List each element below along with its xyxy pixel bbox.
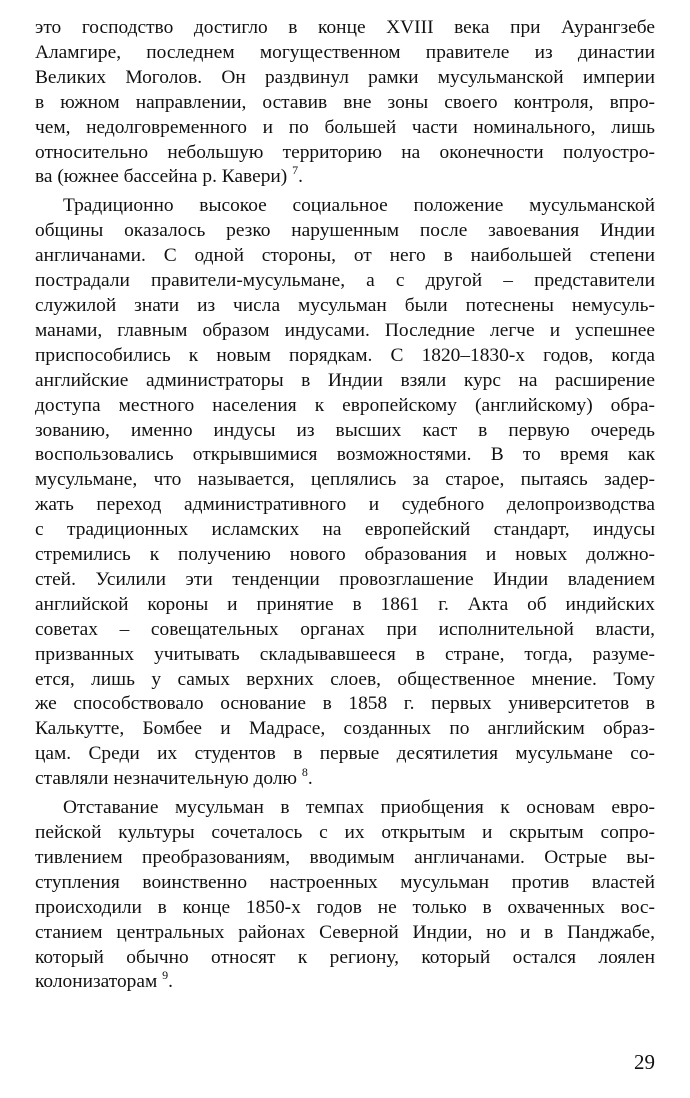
text-line: служилой знати из числа мусульман были потеснены немусуль- [35, 294, 655, 316]
text-line: происходили в конце 1850-х годов не только в охваченных вос- [35, 896, 655, 918]
text-line: воспользовались открывшимися возможностями. В то время как [35, 444, 655, 466]
text-line: который обычно относят к региону, который остался лоялен [35, 946, 655, 968]
footnote-ref-8[interactable]: 8 [301, 764, 308, 779]
text-line: зованию, именно индусы из высших каст в первую очередь [35, 419, 655, 441]
text-line: тивлением преобразованиям, вводимым англичанами. Острые вы- [35, 846, 655, 868]
page-number: 29 [634, 1050, 655, 1074]
text-line-content: колонизаторам [35, 971, 158, 993]
text-line: стремились к получению нового образования и новых должно- [35, 544, 655, 566]
sentence-period: . [168, 971, 173, 993]
text-line [35, 764, 655, 792]
footnote-ref-7[interactable]: 7 [292, 162, 299, 177]
text-line: же способствовало основание в 1858 г. первых университетов в [35, 693, 655, 715]
sentence-period: . [307, 768, 313, 790]
text-line: Отставание мусульман в темпах приобщения к основам евро- [63, 797, 655, 819]
body-text [35, 16, 655, 995]
text-line: Великих Моголов. Он раздвинул рамки мусульманской империи [35, 66, 655, 88]
paragraph-3 [35, 796, 655, 995]
text-line: цам. Среди их студентов в первые десятилетия мусульмане со- [35, 743, 655, 765]
text-line: это господство достигло в конце XVIII века при Аурангзебе [35, 17, 655, 38]
text-line: станием центральных районах Северной Индии, но и в Панджабе, [35, 921, 655, 943]
text-line: ступления воинственно настроенных мусульман против властей [35, 871, 655, 893]
text-line: англичанами. С одной стороны, от него в наибольшей степени [35, 245, 655, 267]
text-line: относительно небольшую территорию на оконечности полуостро- [35, 141, 655, 163]
text-line [35, 162, 655, 190]
text-line: с традиционных исламских на европейский стандарт, индусы [35, 519, 655, 541]
text-line: пострадали правители-мусульмане, а с другой – представители [35, 270, 655, 292]
text-line: манами, главным образом индусами. Последние легче и успешнее [35, 319, 655, 341]
text-line: доступа местного населения к европейскому (английскому) обра- [35, 394, 655, 416]
sentence-period: . [298, 166, 303, 188]
text-line: мусульмане, что называется, цеплялись за старое, пытаясь задер- [35, 469, 655, 491]
text-line: общины оказалось резко нарушенным после завоевания Индии [35, 220, 655, 242]
text-line-content: ва (южнее бассейна р. Кавери) [35, 166, 288, 188]
text-line: пейской культуры сочеталось с их открытым и скрытым сопро- [35, 822, 655, 843]
text-line: в южном направлении, оставив вне зоны своего контроля, впро- [35, 91, 655, 113]
text-line: английские администраторы в Индии взяли курс на расширение [35, 369, 655, 391]
text-line: советах – совещательных органах при исполнительной власти, [35, 618, 655, 640]
footnote-ref-9[interactable]: 9 [162, 967, 169, 982]
text-line: Аламгире, последнем могущественном правителе из династии [35, 41, 655, 63]
text-line: Калькутте, Бомбее и Мадрасе, созданных по английским образ- [35, 718, 655, 740]
text-line: ется, лишь у самых верхних слоев, общественное мнение. Тому [35, 668, 655, 690]
text-line: Традиционно высокое социальное положение мусульманской [63, 195, 655, 217]
text-line-content: ставляли незначительную долю [35, 768, 298, 790]
text-line: жать переход административного и судебного делопроизводства [35, 494, 655, 516]
text-line: чем, недолговременного и по большей части номинального, лишь [35, 116, 655, 138]
text-line: стей. Усилили эти тенденции провозглашение Индии владением [35, 568, 655, 590]
text-line [35, 967, 655, 995]
text-line: приспособились к новым порядкам. С 1820–1830-х годов, когда [35, 344, 655, 366]
text-line: английской короны и принятие в 1861 г. Акта об индийских [35, 593, 655, 615]
text-line: призванных учитывать складывавшееся в стране, тогда, разуме- [35, 643, 655, 665]
paragraph-1 [35, 16, 655, 190]
paragraph-2 [35, 194, 655, 792]
